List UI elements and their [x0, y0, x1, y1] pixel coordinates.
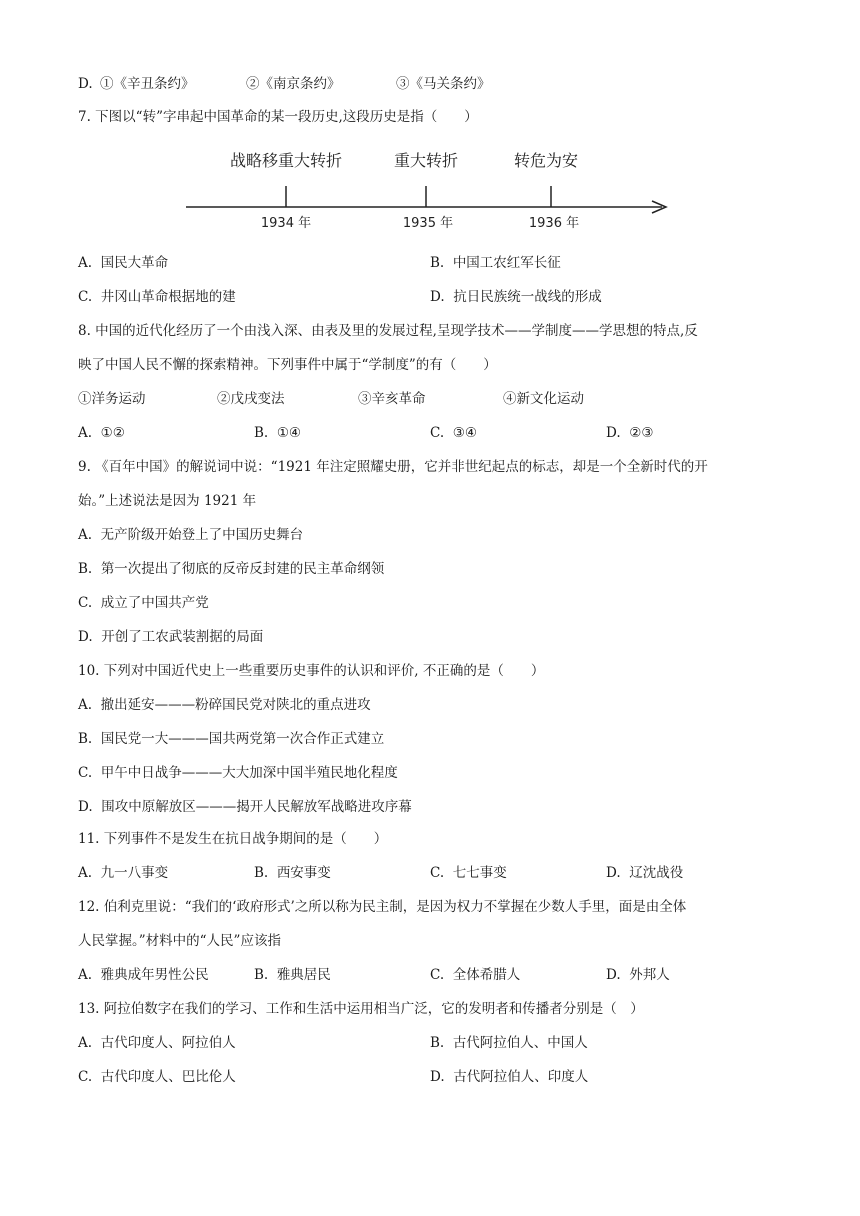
q9-stem-line-2: 始。”上述说法是因为 1921 年 — [78, 493, 257, 509]
q12-stem-line-1: 12. 伯利克里说：“我们的‘政府形式’之所以称为民主制，是因为权力不掌握在少数人手里，面是由全体 — [78, 899, 687, 915]
q13-option-d: D. 古代阿拉伯人、印度人 — [430, 1069, 589, 1085]
q8-option-c: C. ③④ — [430, 425, 477, 441]
timeline-year-2: 1935 年 — [402, 216, 454, 231]
option-label: D. — [78, 76, 93, 92]
q7-option-b: B. 中国工农红军长征 — [430, 255, 561, 271]
q9-option-c: C. 成立了中国共产党 — [78, 595, 209, 611]
q13-option-b: B. 古代阿拉伯人、中国人 — [430, 1035, 588, 1051]
q8-item-2: ②戊戌变法 — [217, 391, 285, 407]
q12-option-a: A. 雅典成年男性公民 — [78, 967, 209, 983]
treaty-3: ③《马关条约》 — [396, 76, 491, 92]
timeline-svg — [180, 146, 680, 242]
q7-option-d: D. 抗日民族统一战线的形成 — [430, 289, 602, 305]
q8-item-3: ③辛亥革命 — [358, 391, 426, 407]
timeline-top-label-2: 重大转折 — [393, 151, 459, 170]
q8-stem-line-2: 映了中国人民不懈的探索精神。下列事件中属于“学制度”的有（ ） — [78, 357, 497, 373]
q7-timeline-figure — [180, 146, 680, 242]
q12-option-b: B. 雅典居民 — [254, 967, 331, 983]
q9-option-b: B. 第一次提出了彻底的反帝反封建的民主革命纲领 — [78, 561, 385, 577]
treaty-1: ①《辛丑条约》 — [100, 76, 195, 92]
q8-item-1: ①洋务运动 — [78, 391, 146, 407]
q7-option-c: C. 井冈山革命根据地的建 — [78, 289, 236, 305]
q7-stem: 7. 下图以“转”字串起中国革命的某一段历史,这段历史是指（ ） — [78, 109, 478, 125]
q11-option-c: C. 七七事变 — [430, 865, 507, 881]
q8-option-b: B. ①④ — [254, 425, 302, 441]
q9-stem-line-1: 9. 《百年中国》的解说词中说：“1921 年注定照耀史册，它并非世纪起点的标志，却是一个全新时代的开 — [78, 459, 708, 475]
q10-stem: 10. 下列对中国近代史上一些重要历史事件的认识和评价, 不正确的是（ ） — [78, 663, 545, 679]
q11-stem: 11. 下列事件不是发生在抗日战争期间的是（ ） — [78, 831, 388, 847]
q11-option-b: B. 西安事变 — [254, 865, 331, 881]
timeline-year-1: 1934 年 — [260, 216, 312, 231]
q13-option-a: A. 古代印度人、阿拉伯人 — [78, 1035, 236, 1051]
q8-option-d: D. ②③ — [606, 425, 654, 441]
q10-option-c: C. 甲午中日战争———大大加深中国半殖民地化程度 — [78, 765, 398, 781]
timeline-top-label-3: 转危为安 — [513, 151, 579, 170]
q12-option-d: D. 外邦人 — [606, 967, 670, 983]
q6-option-d — [78, 75, 491, 93]
timeline-year-3: 1936 年 — [528, 216, 580, 231]
q12-option-c: C. 全体希腊人 — [430, 967, 521, 983]
q10-option-d: D. 围攻中原解放区———揭开人民解放军战略进攻序幕 — [78, 799, 412, 815]
q10-option-a: A. 撤出延安———粉碎国民党对陕北的重点进攻 — [78, 697, 371, 713]
q8-stem-line-1: 8. 中国的近代化经历了一个由浅入深、由表及里的发展过程,呈现学技术——学制度——学思想的特点,反 — [78, 323, 698, 339]
q9-option-d: D. 开创了工农武装割据的局面 — [78, 629, 264, 645]
q9-option-a: A. 无产阶级开始登上了中国历史舞台 — [78, 527, 304, 543]
q12-stem-line-2: 人民掌握。”材料中的“人民”应该指 — [78, 933, 281, 949]
timeline-top-label-1: 战略移重大转折 — [229, 151, 343, 170]
q8-option-a: A. ①② — [78, 425, 125, 441]
q13-option-c: C. 古代印度人、巴比伦人 — [78, 1069, 236, 1085]
treaty-2: ②《南京条约》 — [246, 76, 341, 92]
q11-option-a: A. 九一八事变 — [78, 865, 169, 881]
q13-stem: 13. 阿拉伯数字在我们的学习、工作和生活中运用相当广泛，它的发明者和传播者分别是（ ） — [78, 1001, 644, 1017]
q8-item-4: ④新文化运动 — [503, 391, 584, 407]
q10-option-b: B. 国民党一大———国共两党第一次合作正式建立 — [78, 731, 385, 747]
q7-option-a: A. 国民大革命 — [78, 255, 169, 271]
q11-option-d: D. 辽沈战役 — [606, 865, 684, 881]
